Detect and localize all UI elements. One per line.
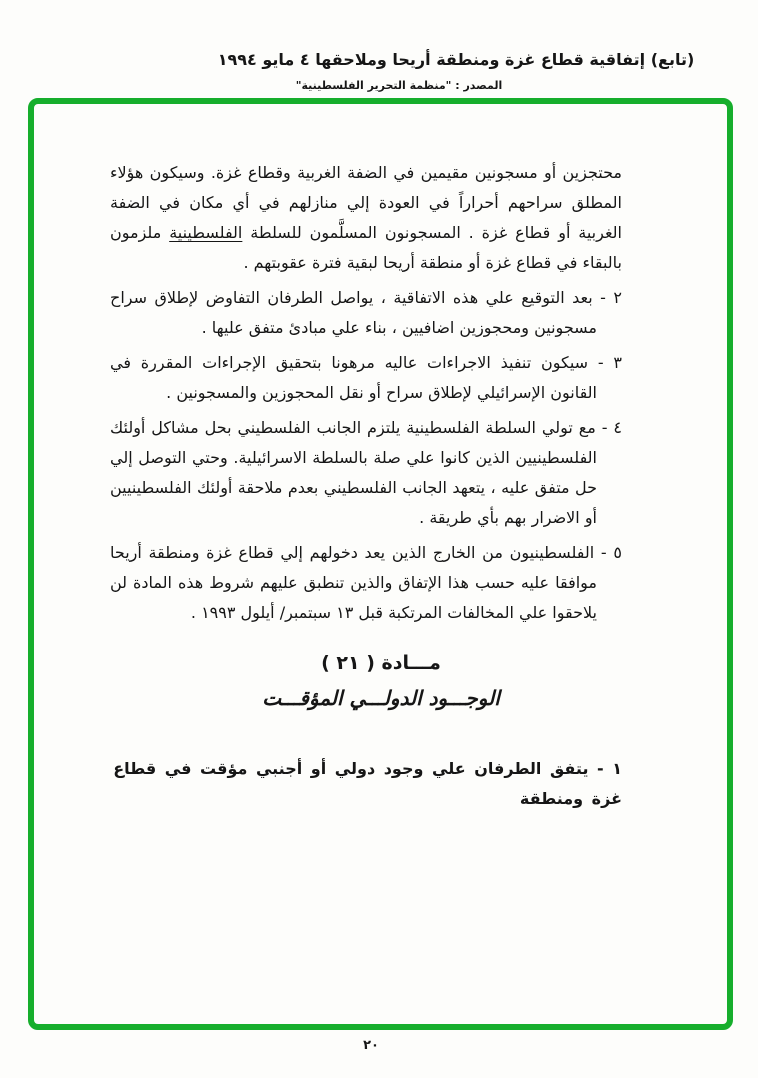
numbered-item-2 — [110, 283, 622, 343]
numbered-item-4 — [110, 413, 622, 533]
item-2-number: ٢ — [613, 288, 623, 307]
item-3-dash: - — [588, 353, 614, 372]
page-number: ٢٠ — [363, 1038, 379, 1053]
item-4-dash: - — [595, 418, 614, 437]
item-1-dash: - — [588, 759, 613, 778]
document-text-column — [110, 158, 622, 819]
continuation-paragraph — [110, 158, 622, 278]
underlined-word: الفلسطينية — [169, 223, 243, 242]
item-1-text: يتفق الطرفان علي وجود دولي أو أجنبي مؤقت في قطاع غزة ومنطقة — [113, 759, 622, 808]
item-3-number: ٣ — [613, 353, 622, 372]
continuation-text-before: محتجزين أو مسجونين مقيمين في الضفة الغربية وقطاع غزة. وسيكون هؤلاء المطلق سراحهم أحراراً في العودة إلي منازلهم في أي مكان في الضفة الغربية أو قطاع غزة . المسجونون المسلَّمون للسلطة — [110, 163, 623, 242]
item-4-number: ٤ — [613, 418, 622, 437]
document-border-box — [28, 98, 733, 1030]
item-5-number: ٥ — [613, 543, 623, 562]
document-header-source: المصدر : "منظمة التحرير الفلسطينية" — [295, 79, 503, 92]
item-2-text: بعد التوقيع علي هذه الاتفاقية ، يواصل الطرفان التفاوض لإطلاق سراح مسجونين ومحجوزين اضافيين ، بناء علي مبادئ متفق عليها . — [110, 288, 597, 337]
item-2-dash: - — [592, 288, 614, 307]
item-5-text: الفلسطينيون من الخارج الذين يعد دخولهم إلي قطاع غزة ومنطقة أريحا موافقا عليه حسب هذا الإتفاق والذين تنطبق عليهم شروط هذه المادة لن يلاحقوا علي المخالفات المرتكبة قبل ١٣ سبتمبر/ أيلول ١٩٩٣ . — [110, 543, 597, 622]
numbered-item-5 — [110, 538, 622, 628]
article-number-line: مـــادة ( ٢١ ) — [321, 652, 441, 674]
article-title-line: الوجـــود الدولـــي المؤقـــت — [262, 686, 500, 710]
item-4-text: مع تولي السلطة الفلسطينية يلتزم الجانب الفلسطيني بحل مشاكل أولئك الفلسطينيين الذين كانوا علي صلة بالسلطة الاسرائيلية. وحتي التوصل إلي حل متفق عليه ، يتعهد الجانب الفلسطيني بعدم ملاحقة أولئك الفلسطينيين أو الاضرار بهم بأي طريقة . — [110, 418, 597, 527]
item-1-number: ١ — [612, 759, 622, 778]
numbered-item-3 — [110, 348, 622, 408]
continuation-text-after: ملزمون بالبقاء في قطاع غزة أو منطقة أريحا لبقية فترة عقوبتهم . — [110, 223, 622, 272]
document-header-title: (تابع) إتفاقية قطاع غزة ومنطقة أريحا وملاحقها ٤ مايو ١٩٩٤ — [217, 50, 695, 69]
numbered-item-1-bold — [110, 754, 622, 814]
item-5-dash: - — [594, 543, 614, 562]
item-3-text: سيكون تنفيذ الاجراءات عاليه مرهونا بتحقيق الإجراءات المقررة في القانون الإسرائيلي لإطلاق سراح أو نقل المحجوزين والمسجونين . — [110, 353, 597, 402]
article-heading — [140, 646, 622, 716]
